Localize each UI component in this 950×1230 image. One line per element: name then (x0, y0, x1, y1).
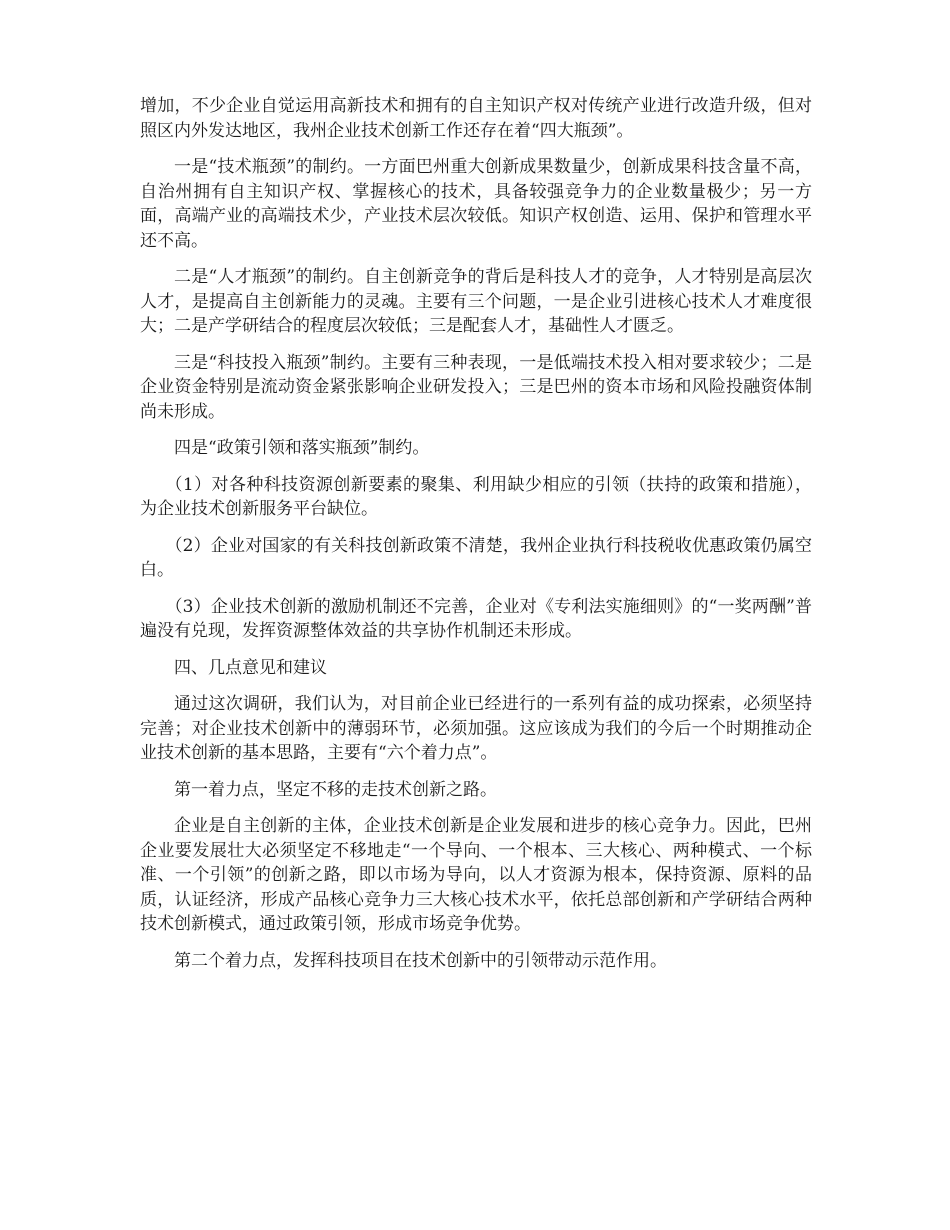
section-heading: 四、几点意见和建议 (174, 657, 327, 678)
paragraph-continuation: 增加，不少企业自觉运用高新技术和拥有的自主知识产权对传统产业进行改造升级，但对照区内外发达地区，我州企业技术创新工作还存在着“四大瓶颈”。 (140, 96, 812, 141)
document-page (140, 94, 812, 985)
paragraph-research-summary: 通过这次调研，我们认为，对目前企业已经进行的一系列有益的成功探索，必须坚持完善；对企业技术创新中的薄弱环节，必须加强。这应该成为我们的今后一个时期推动企业技术创新的基本思路，主要有“六个着力点”。 (140, 694, 812, 763)
paragraph-focus-point-1: 第一着力点，坚定不移的走技术创新之路。 (174, 779, 497, 800)
paragraph-investment-bottleneck: 三是“科技投入瓶颈”制约。主要有三种表现，一是低端技术投入相对要求较少；二是企业资金特别是流动资金紧张影响企业研发投入；三是巴州的资本市场和风险投融资体制尚未形成。 (140, 352, 812, 422)
list-item-policy-2: （2）企业对国家的有关科技创新政策不清楚，我州企业执行科技税收优惠政策仍属空白。 (140, 535, 812, 580)
paragraph-enterprise-innovation: 企业是自主创新的主体，企业技术创新是企业发展和进步的核心竞争力。因此，巴州企业要发展壮大必须坚定不移地走“一个导向、一个根本、三大核心、两种模式、一个标准、一个引领”的创新之路，即以市场为导向，以人才资源为根本，保持资源、原料的品质，认证经济，形成产品核心竞争力三大核心技术水平，依托总部创新和产学研结合两种技术创新模式，通过政策引领，形成市场竞争优势。 (140, 816, 812, 934)
paragraph-talent-bottleneck: 二是“人才瓶颈”的制约。自主创新竞争的背后是科技人才的竞争，人才特别是高层次人才，是提高自主创新能力的灵魂。主要有三个问题，一是企业引进核心技术人才难度很大；二是产学研结合的程度层次较低；三是配套人才，基础性人才匮乏。 (140, 267, 812, 336)
list-item-policy-1: （1）对各种科技资源创新要素的聚集、利用缺少相应的引领（扶持的政策和措施），为企业技术创新服务平台缺位。 (140, 474, 812, 519)
paragraph-focus-point-2: 第二个着力点，发挥科技项目在技术创新中的引领带动示范作用。 (174, 950, 667, 971)
paragraph-policy-bottleneck: 四是“政策引领和落实瓶颈”制约。 (174, 438, 430, 458)
paragraph-technology-bottleneck: 一是“技术瓶颈”的制约。一方面巴州重大创新成果数量少，创新成果科技含量不高，自治州拥有自主知识产权、掌握核心的技术，具备较强竞争力的企业数量极少；另一方面，高端产业的高端技术少，产业技术层次较低。知识产权创造、运用、保护和管理水平还不高。 (140, 157, 812, 251)
list-item-policy-3: （3）企业技术创新的激励机制还不完善，企业对《专利法实施细则》的“一奖两酬”普遍没有兑现，发挥资源整体效益的共享协作机制还未形成。 (140, 596, 812, 641)
